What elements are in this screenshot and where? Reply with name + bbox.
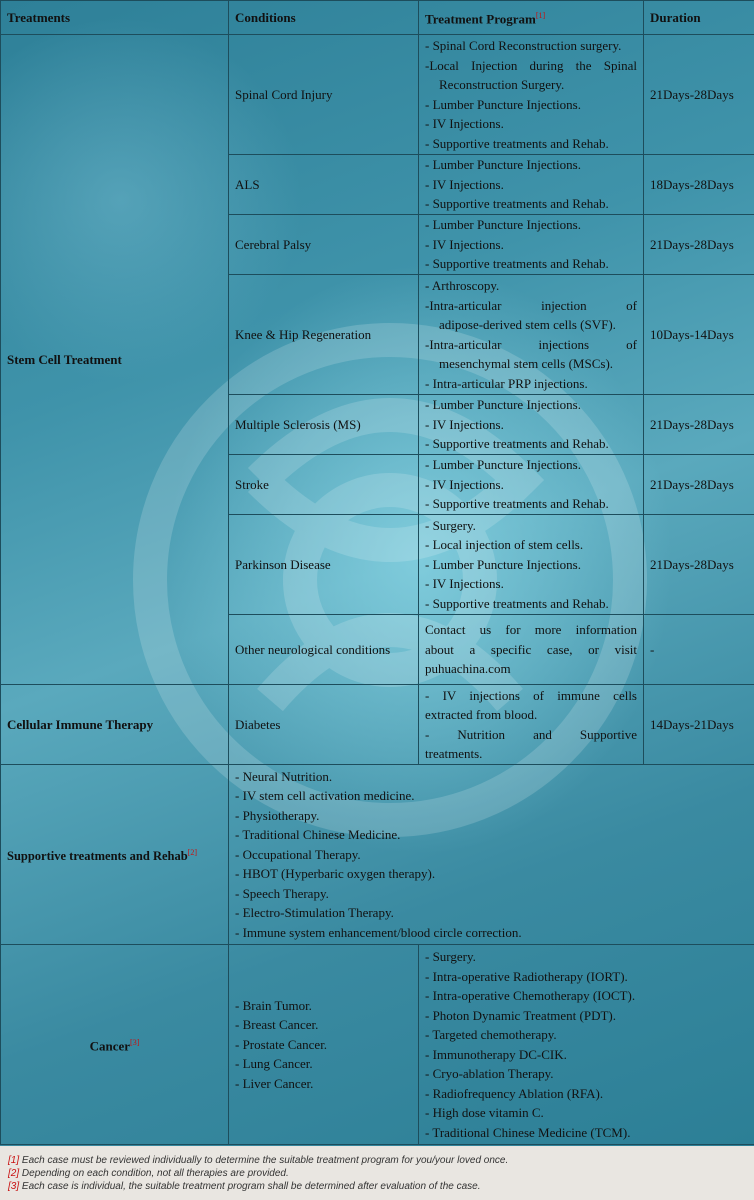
program-cell: - Arthroscopy. -Intra-articular injection of adipose-derived stem cells (SVF). -Intra-articular injections of mesenchymal stem cells (MSCs). - Intra-articular PRP injections. [419, 275, 644, 395]
condition-cell: Stroke [229, 455, 419, 515]
col-header-duration: Duration [644, 1, 754, 35]
footnote-ref: [1] [535, 11, 546, 21]
duration-cell: 14Days-21Days [644, 685, 754, 765]
list-item: - Intra-operative Radiotherapy (IORT). [425, 968, 628, 984]
condition-cell: Other neurological conditions [229, 615, 419, 685]
condition-cell: Multiple Sclerosis (MS) [229, 395, 419, 455]
list-item: - Speech Therapy. [235, 885, 329, 901]
cancer-program [419, 945, 754, 1145]
condition-cell: Knee & Hip Regeneration [229, 275, 419, 395]
footnote-ref: [2] [187, 847, 198, 857]
header-row [1, 1, 754, 35]
treatment-immune: Cellular Immune Therapy [1, 685, 229, 765]
program-cell: - Lumber Puncture Injections. - IV Injections. - Supportive treatments and Rehab. [419, 215, 644, 275]
list-item: - Brain Tumor. [235, 997, 312, 1013]
list-item: - Surgery. [425, 949, 476, 964]
table-row [1, 765, 754, 945]
program-cell: - Surgery. - Local injection of stem cells. - Lumber Puncture Injections. - IV Injections. - Supportive treatments and Rehab. [419, 515, 644, 615]
footnote: [2] Depending on each condition, not all therapies are provided. [8, 1168, 289, 1179]
table-row [1, 685, 754, 765]
col-header-program: Treatment Program[1] [419, 1, 644, 35]
duration-cell: 21Days-28Days [644, 455, 754, 515]
list-item: - Cryo-ablation Therapy. [425, 1066, 554, 1081]
footnote: [1] Each case must be reviewed individually to determine the suitable treatment program for you/your loved once. [8, 1155, 509, 1166]
condition-cell: Cerebral Palsy [229, 215, 419, 275]
condition-cell: ALS [229, 155, 419, 215]
list-item: - Photon Dynamic Treatment (PDT). [425, 1007, 617, 1023]
cancer-conditions [229, 945, 419, 1145]
footnote: [3] Each case is individual, the suitable treatment program shall be determined after evaluation of the case. [8, 1181, 481, 1192]
duration-cell: - [644, 615, 754, 685]
program-cell: - Lumber Puncture Injections. - IV Injections. - Supportive treatments and Rehab. [419, 455, 644, 515]
col-header-conditions: Conditions [229, 1, 419, 35]
list-item: - Breast Cancer. [235, 1017, 319, 1033]
list-item: - HBOT (Hyperbaric oxygen therapy). [235, 866, 436, 882]
duration-cell: 21Days-28Days [644, 35, 754, 155]
treatment-supportive: Supportive treatments and Rehab[2] [1, 765, 229, 945]
list-item: - High dose vitamin C. [425, 1105, 544, 1120]
list-item: - Intra-operative Chemotherapy (IOCT). [425, 988, 636, 1003]
list-item: - Occupational Therapy. [235, 846, 361, 862]
duration-cell: 21Days-28Days [644, 215, 754, 275]
program-cell: - Lumber Puncture Injections. - IV Injections. - Supportive treatments and Rehab. [419, 395, 644, 455]
list-item: - Traditional Chinese Medicine (TCM). [425, 1124, 631, 1140]
treatment-cancer: Cancer[3] [1, 945, 229, 1145]
condition-cell: Diabetes [229, 685, 419, 765]
list-item: - IV stem cell activation medicine. [235, 788, 415, 804]
condition-cell: Spinal Cord Injury [229, 35, 419, 155]
list-item: - Radiofrequency Ablation (RFA). [425, 1085, 604, 1101]
list-item: - Targeted chemotherapy. [425, 1027, 557, 1042]
list-item: - Neural Nutrition. [235, 768, 333, 784]
duration-cell: 21Days-28Days [644, 395, 754, 455]
table-row [1, 945, 754, 1145]
program-cell: - Spinal Cord Reconstruction surgery. -Local Injection during the Spinal Reconstruction Surgery. - Lumber Puncture Injections. - IV Injections. - Supportive treatments and Rehab. [419, 35, 644, 155]
duration-cell: 21Days-28Days [644, 515, 754, 615]
list-item: - Prostate Cancer. [235, 1036, 328, 1052]
footnote-ref: [3] [130, 1038, 140, 1048]
condition-cell: Parkinson Disease [229, 515, 419, 615]
list-item: - Lung Cancer. [235, 1056, 313, 1072]
col-header-treatments: Treatments [1, 1, 229, 35]
supportive-list [229, 765, 754, 945]
program-cell: - Lumber Puncture Injections. - IV Injections. - Supportive treatments and Rehab. [419, 155, 644, 215]
program-cell: Contact us for more information about a specific case, or visit puhuachina.com [419, 615, 644, 685]
list-item: - Liver Cancer. [235, 1075, 314, 1091]
footnotes [0, 1146, 754, 1193]
list-item: - Immunotherapy DC-CIK. [425, 1046, 567, 1062]
duration-cell: 10Days-14Days [644, 275, 754, 395]
table-row [1, 35, 754, 155]
list-item: - Physiotherapy. [235, 807, 320, 823]
list-item: - Electro-Stimulation Therapy. [235, 905, 394, 921]
list-item: - Traditional Chinese Medicine. [235, 827, 401, 843]
list-item: - Immune system enhancement/blood circle correction. [235, 924, 522, 940]
program-cell: - IV injections of immune cells extracted from blood. - Nutrition and Supportive treatments. [419, 685, 644, 765]
duration-cell: 18Days-28Days [644, 155, 754, 215]
treatment-stem-cell: Stem Cell Treatment [1, 35, 229, 685]
